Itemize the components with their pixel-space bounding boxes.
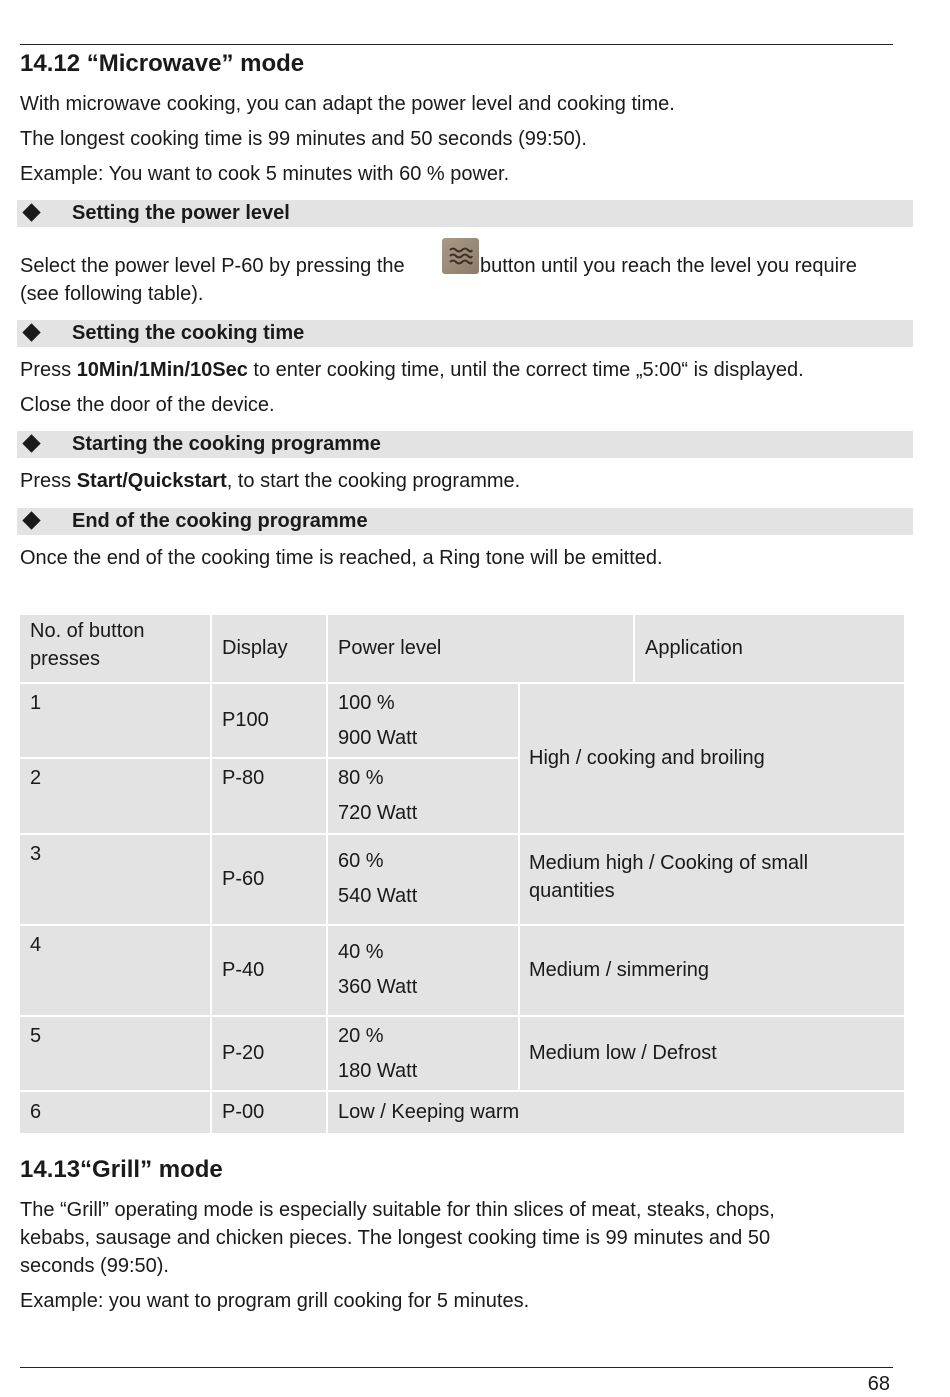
power-instruction-a: Select the power level P-60 by pressing the — [20, 255, 405, 277]
heading-band-power-level — [17, 200, 913, 227]
header-text: Application — [645, 637, 743, 659]
header-presses — [20, 615, 210, 682]
table-row-4-display — [212, 926, 326, 1015]
table-row-3-display — [212, 835, 326, 924]
cell-text: 360 Watt — [338, 976, 418, 998]
table-row-4-application — [520, 926, 904, 1015]
intro-line-1: With microwave cooking, you can adapt the power level and cooking time. — [20, 93, 675, 115]
table-row-1-display — [212, 684, 326, 757]
header-text: No. of button — [30, 620, 145, 642]
table-row-5-application — [520, 1017, 904, 1090]
table-row-6-display — [212, 1092, 326, 1133]
power-instruction-b: button until you reach the level you require — [480, 255, 857, 277]
table-row-5-presses — [20, 1017, 210, 1090]
cell-text: P-80 — [222, 767, 265, 789]
cell-text: Medium low / Defrost — [529, 1042, 717, 1064]
heading-cooking-time: Setting the cooking time — [72, 322, 305, 344]
cell-text: P-40 — [222, 959, 265, 981]
header-display — [212, 615, 326, 682]
table-row-5-display — [212, 1017, 326, 1090]
cell-text: quantities — [529, 880, 615, 902]
cell-text: 900 Watt — [338, 727, 418, 749]
diamond-bullet-icon — [22, 203, 40, 221]
heading-end: End of the cooking programme — [72, 510, 368, 532]
cell-text: 180 Watt — [338, 1060, 418, 1082]
text-run: Press — [20, 470, 77, 492]
cell-text: 100 % — [338, 692, 395, 714]
grill-line-3: seconds (99:50). — [20, 1255, 169, 1277]
table-row-2-power — [328, 759, 518, 833]
table-row-1-presses — [20, 684, 210, 757]
diamond-bullet-icon — [22, 323, 40, 341]
grill-example: Example: you want to program grill cooking for 5 minutes. — [20, 1290, 530, 1312]
page-number: 68 — [867, 1373, 890, 1395]
header-application — [635, 615, 904, 682]
cell-text: 80 % — [338, 767, 384, 789]
text-run: Press — [20, 359, 77, 381]
section-title-microwave: 14.12 “Microwave” mode — [20, 50, 305, 77]
bottom-rule — [20, 1367, 893, 1368]
start-instruction — [20, 468, 520, 495]
cell-text: 20 % — [338, 1025, 384, 1047]
cell-text: 720 Watt — [338, 802, 418, 824]
heading-band-end — [17, 508, 913, 535]
heading-power-level: Setting the power level — [72, 202, 290, 224]
cell-text: Medium high / Cooking of small — [529, 852, 809, 874]
grill-line-2: kebabs, sausage and chicken pieces. The longest cooking time is 99 minutes and 50 — [20, 1227, 771, 1249]
table-row-4-presses — [20, 926, 210, 1015]
table-row-5-power — [328, 1017, 518, 1090]
cell-text: P-20 — [222, 1042, 265, 1064]
cell-text: 40 % — [338, 941, 384, 963]
heading-band-start — [17, 431, 913, 458]
cell-text: 2 — [30, 767, 42, 789]
header-power — [328, 615, 633, 682]
cell-text: 4 — [30, 934, 42, 956]
time-instruction — [20, 357, 804, 384]
table-row-3-application — [520, 835, 904, 924]
close-door-line: Close the door of the device. — [20, 394, 275, 416]
header-text: presses — [30, 648, 101, 670]
diamond-bullet-icon — [22, 511, 40, 529]
table-row-3-power — [328, 835, 518, 924]
cell-text: 1 — [30, 692, 42, 714]
key-label: 10Min/1Min/10Sec — [76, 359, 248, 381]
table-row-1-power — [328, 684, 518, 757]
end-line: Once the end of the cooking time is reached, a Ring tone will be emitted. — [20, 547, 663, 569]
grill-line-1: The “Grill” operating mode is especially suitable for thin slices of meat, steaks, chops, — [20, 1199, 775, 1221]
header-text: Display — [222, 637, 288, 659]
cell-text: 3 — [30, 843, 42, 865]
diamond-bullet-icon — [22, 434, 40, 452]
heading-band-cooking-time — [17, 320, 913, 347]
intro-line-2: The longest cooking time is 99 minutes and 50 seconds (99:50). — [20, 128, 587, 150]
cell-text: 60 % — [338, 850, 384, 872]
table-row-6-presses — [20, 1092, 210, 1133]
key-label: Start/Quickstart — [76, 470, 227, 492]
cell-text: Low / Keeping warm — [338, 1101, 520, 1123]
intro-line-3: Example: You want to cook 5 minutes with 60 % power. — [20, 163, 510, 185]
cell-text: P-00 — [222, 1101, 265, 1123]
cell-text: P100 — [222, 709, 269, 731]
header-text: Power level — [338, 637, 442, 659]
table-row-2-presses — [20, 759, 210, 833]
microwave-waves-icon — [442, 238, 479, 274]
table-row-2-display — [212, 759, 326, 833]
cell-text: 6 — [30, 1101, 42, 1123]
cell-text: High / cooking and broiling — [529, 747, 765, 769]
power-instruction-c: (see following table). — [20, 283, 204, 305]
table-row-4-power — [328, 926, 518, 1015]
cell-text: 5 — [30, 1025, 42, 1047]
table-app-rows-1-2 — [520, 684, 904, 833]
cell-text: 540 Watt — [338, 885, 418, 907]
table-row-3-presses — [20, 835, 210, 924]
heading-start: Starting the cooking programme — [72, 433, 381, 455]
text-run: to enter cooking time, until the correct time „5:00“ is displayed. — [247, 359, 804, 381]
table-row-6-power-application — [328, 1092, 904, 1133]
text-run: , to start the cooking programme. — [226, 470, 521, 492]
section-title-grill: 14.13“Grill” mode — [20, 1156, 223, 1183]
cell-text: P-60 — [222, 868, 265, 890]
top-rule — [20, 44, 893, 45]
cell-text: Medium / simmering — [529, 959, 710, 981]
